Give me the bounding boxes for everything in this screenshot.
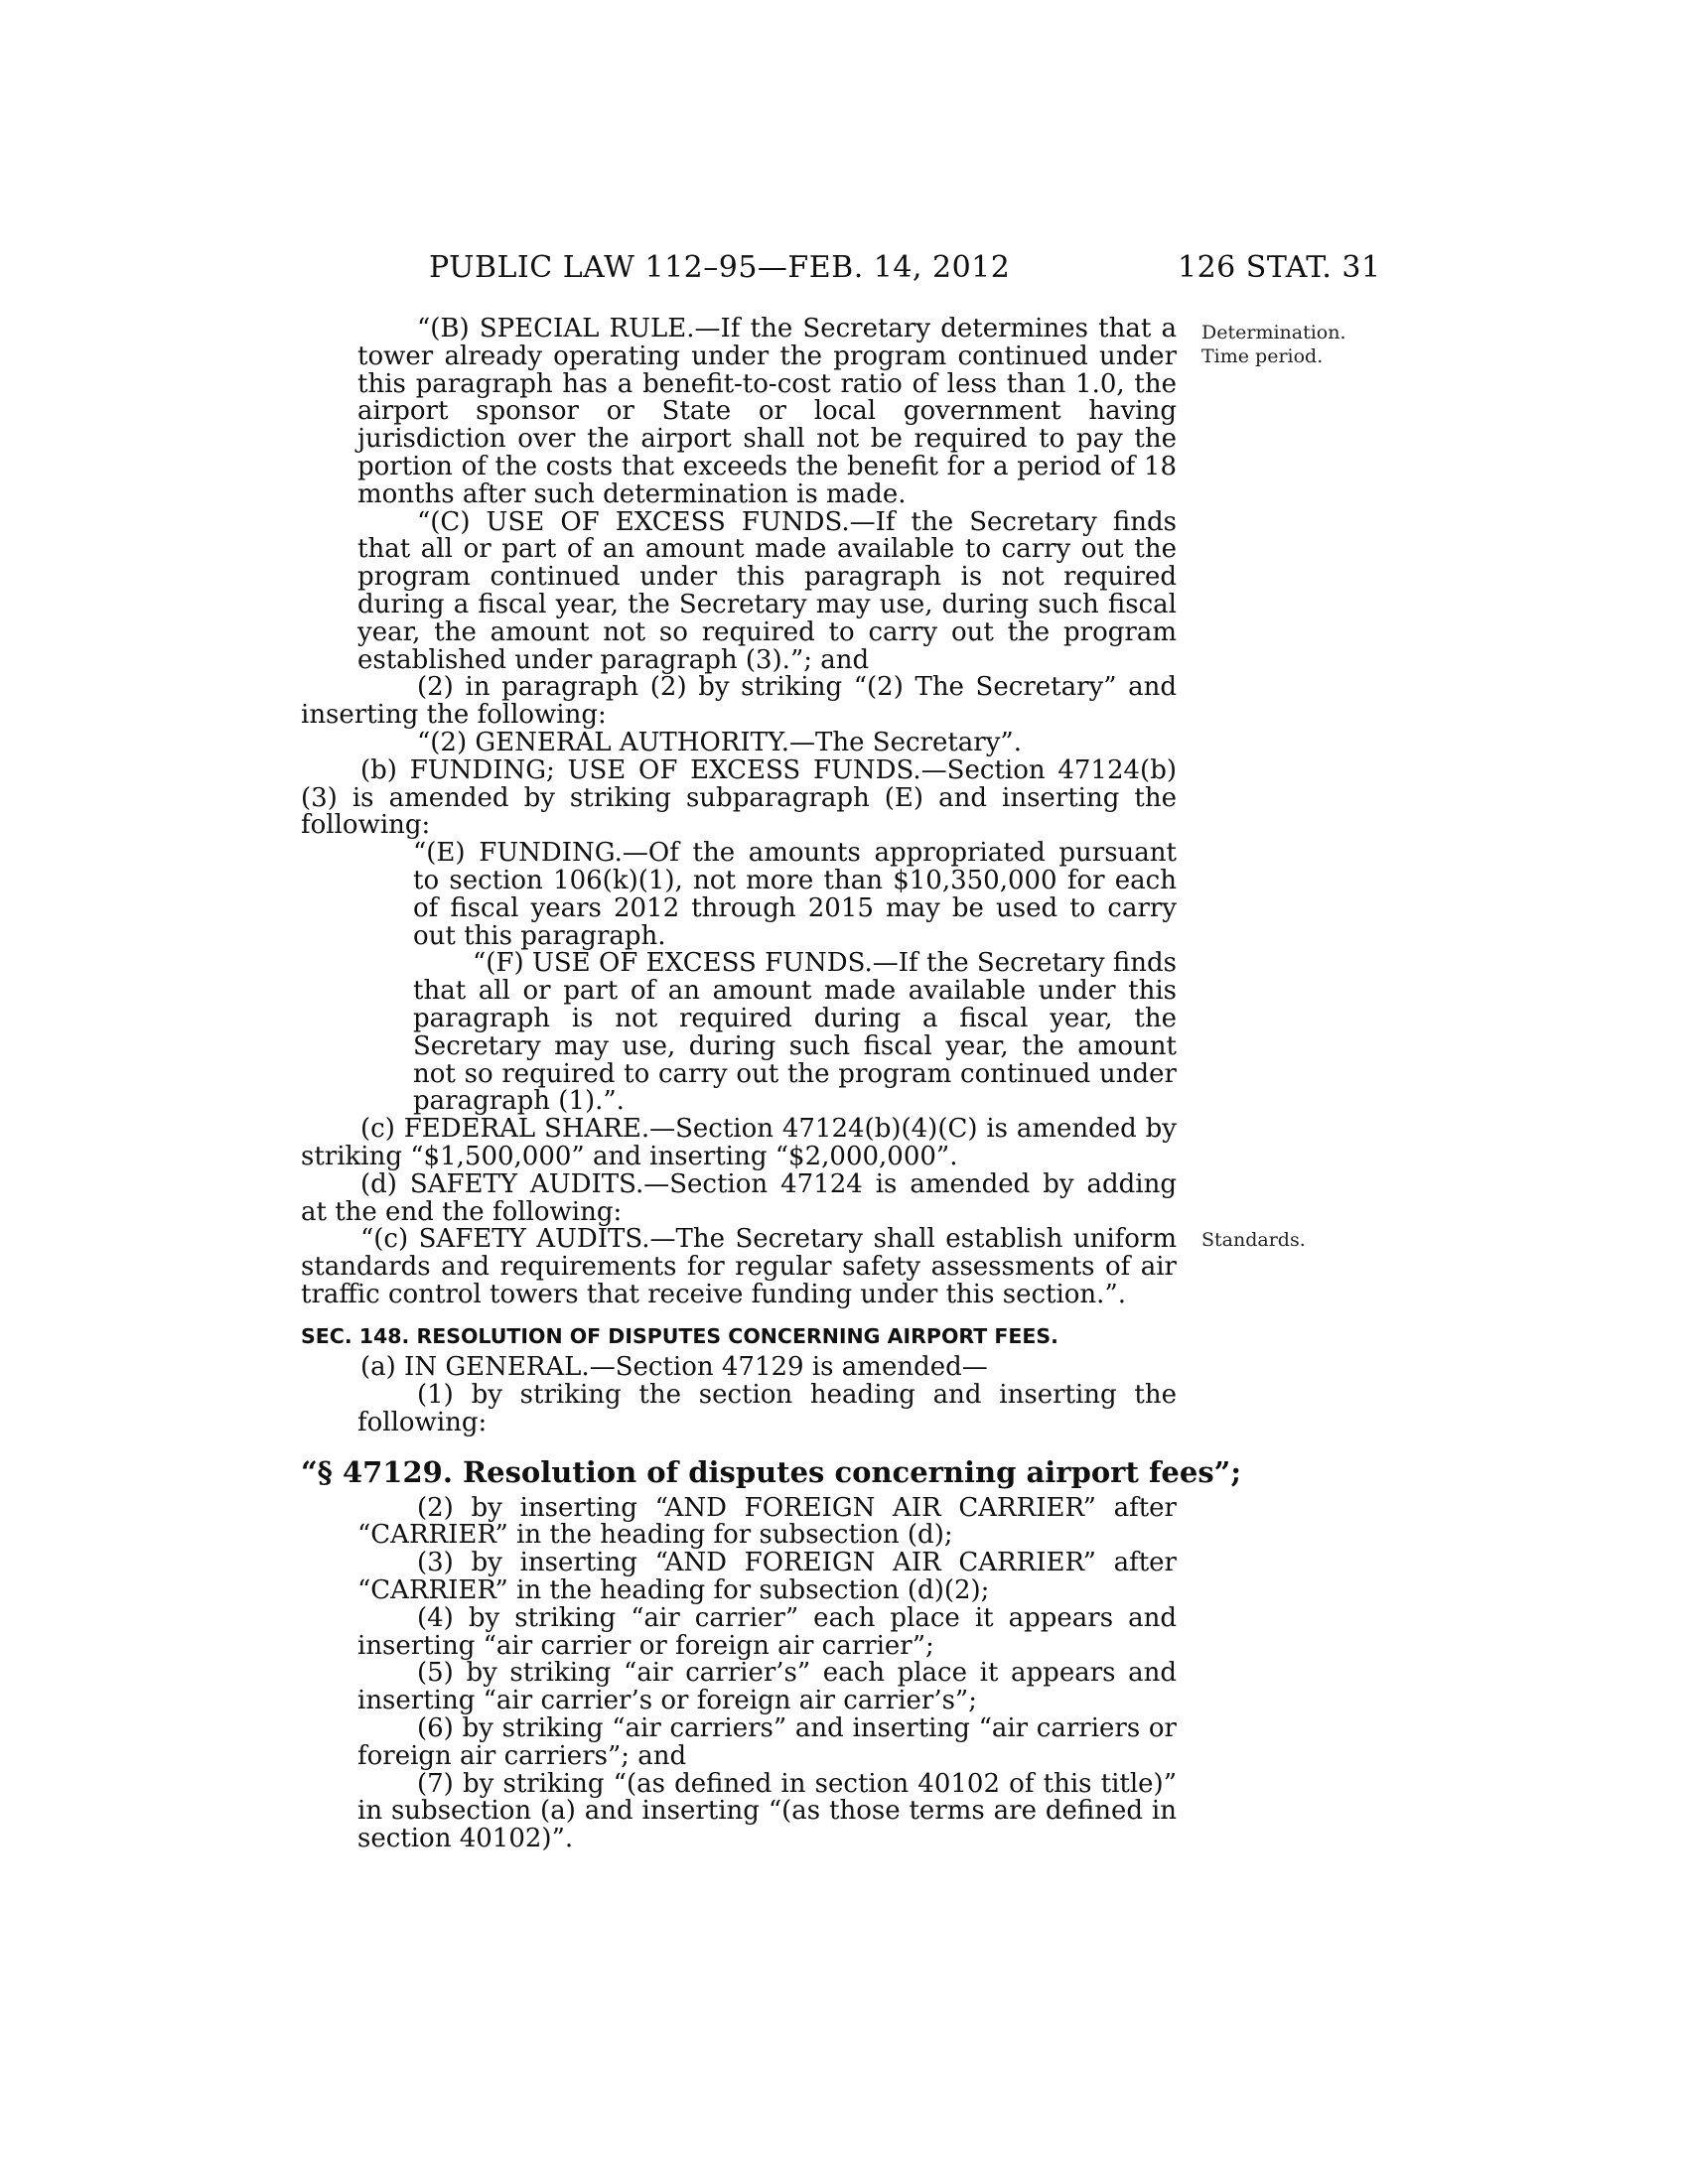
paragraph-item-4: (4) by striking “air carrier” each place it appears and inserting “air carrier or foreign air carrier”;	[357, 1602, 1177, 1661]
paragraph-item-6: (6) by striking “air carriers” and inserting “air carriers or foreign air carriers”; and	[357, 1713, 1177, 1771]
section-heading-148: SEC. 148. RESOLUTION OF DISPUTES CONCERNING AIRPORT FEES.	[301, 1323, 1058, 1348]
paragraph-special-rule: “(B) SPECIAL RULE.—If the Secretary determines that a tower already operating under the program continued under this paragraph has a benefit-to-cost ratio of less than 1.0, the airport sponsor or State or local government having jurisdiction over the airport shall not be required to pay the portion of the costs that exceeds the benefit for a period of 18 months after such determination is made.	[357, 314, 1177, 509]
page-header-stat: 126 STAT. 31	[1178, 250, 1381, 285]
paragraph-in-general: (a) IN GENERAL.—Section 47129 is amended—	[360, 1352, 988, 1383]
paragraph-safety-audits: (d) SAFETY AUDITS.—Section 47124 is amended by adding at the end the following:	[301, 1168, 1177, 1227]
paragraph-funding-e: “(E) FUNDING.—Of the amounts appropriated pursuant to section 106(k)(1), not more than $10,350,000 for each of fiscal years 2012 through 2015 may be used to carry out this paragraph.	[413, 838, 1177, 951]
paragraph-use-of-excess-funds-c: “(C) USE OF EXCESS FUNDS.—If the Secretary finds that all or part of an amount made available to carry out the program continued under this paragraph is not required during a fiscal year, the Secretary may use, during such fiscal year, the amount not so required to carry out the program established under paragraph (3).”; and	[357, 506, 1177, 675]
page-header-title: PUBLIC LAW 112–95—FEB. 14, 2012	[429, 250, 1011, 285]
margin-note-determination	[1201, 321, 1346, 368]
paragraph-item-7: (7) by striking “(as defined in section 40102 of this title)” in subsection (a) and inserting “(as those terms are defined in section 40102)”.	[357, 1768, 1177, 1854]
paragraph-item-1: (1) by striking the section heading and inserting the following:	[357, 1380, 1177, 1438]
body-text	[301, 314, 1242, 1854]
paragraph-general-authority: “(2) GENERAL AUTHORITY.—The Secretary”.	[417, 727, 1022, 757]
paragraph-item-5: (5) by striking “air carrier’s” each place it appears and inserting “air carrier’s or foreign air carrier’s”;	[357, 1658, 1177, 1716]
paragraph-amendment-2: (2) in paragraph (2) by striking “(2) The Secretary” and inserting the following:	[301, 672, 1177, 731]
paragraph-item-3: (3) by inserting “AND FOREIGN AIR CARRIER” after “CARRIER” in the heading for subsection (d)(2);	[357, 1548, 1177, 1606]
paragraph-safety-audits-quote: “(c) SAFETY AUDITS.—The Secretary shall establish uniform standards and requirements for regular safety assessments of air traffic control towers that receive funding under this section.”.	[301, 1224, 1177, 1309]
margin-note-line: Time period.	[1201, 345, 1324, 367]
section-title-47129: “§ 47129. Resolution of disputes concerning airport fees”;	[301, 1454, 1242, 1489]
paragraph-item-2: (2) by inserting “AND FOREIGN AIR CARRIER” after “CARRIER” in the heading for subsection (d);	[357, 1492, 1177, 1551]
margin-note-standards: Standards.	[1201, 1229, 1306, 1251]
margin-note-line: Determination.	[1201, 322, 1346, 343]
paragraph-use-of-excess-funds-f: “(F) USE OF EXCESS FUNDS.—If the Secretary finds that all or part of an amount made available under this paragraph is not required during a fiscal year, the Secretary may use, during such fiscal year, the amount not so required to carry out the program continued under paragraph (1).”.	[413, 948, 1177, 1117]
paragraph-funding-subsection-b: (b) FUNDING; USE OF EXCESS FUNDS.—Section 47124(b)(3) is amended by striking subparagraph (E) and inserting the following:	[301, 754, 1177, 841]
paragraph-federal-share: (c) FEDERAL SHARE.—Section 47124(b)(4)(C) is amended by striking “$1,500,000” and inserting “$2,000,000”.	[301, 1114, 1177, 1171]
